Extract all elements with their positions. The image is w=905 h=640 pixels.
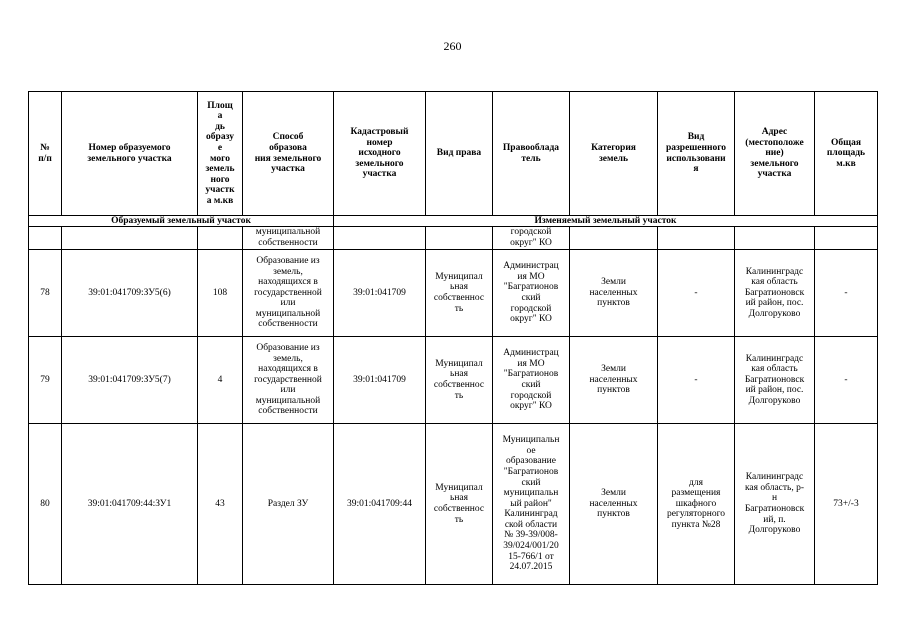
cell-total-area: 73+/-3 [815, 424, 878, 585]
cell-total-area: - [815, 337, 878, 424]
header-plot-number: Номер образуемого земельного участка [62, 92, 198, 216]
cell-method: Образование из земель, находящихся в государственной или муниципальной собственности [243, 250, 334, 337]
cell-num: 80 [29, 424, 62, 585]
header-right-type: Вид права [426, 92, 493, 216]
cell-area: 4 [198, 337, 243, 424]
cell-address: Калининградс кая область Багратионовск ий район, пос. Долгоруково [735, 337, 815, 424]
cell-category: Земли населенных пунктов [570, 337, 658, 424]
cell-use: для размещения шкафного регуляторного пункта №28 [658, 424, 735, 585]
table-row-continued [29, 227, 878, 250]
header-address: Адрес (местоположе ние) земельного участка [735, 92, 815, 216]
header-total-area: Общая площадь м.кв [815, 92, 878, 216]
header-method: Способ образова ния земельного участка [243, 92, 334, 216]
cell-method: муниципальной собственности [243, 227, 334, 250]
cell-use: - [658, 337, 735, 424]
cell-right-type: Муниципал ьная собственнос ть [426, 424, 493, 585]
section-formed: Образуемый земельный участок [29, 216, 334, 227]
cell-area: 43 [198, 424, 243, 585]
cell-owner: Администрац ия МО "Багратионов ский городской округ" КО [493, 337, 570, 424]
cell-right-type: Муниципал ьная собственнос ть [426, 250, 493, 337]
table-row [29, 337, 878, 424]
page-number: 260 [443, 39, 462, 53]
header-category: Категория земель [570, 92, 658, 216]
cell-owner: Муниципальн ое образование "Багратионов ский муниципальн ый район" Калининград ской области № 39-39/008- 39/024/001/20 15-766/1 от 24.07.2015 [493, 424, 570, 585]
cell-use: - [658, 250, 735, 337]
cell-category: Земли населенных пунктов [570, 250, 658, 337]
header-row [29, 92, 878, 216]
section-row [29, 216, 878, 227]
header-use: Вид разрешенного использовани я [658, 92, 735, 216]
header-area: Площ а дь образу е мого земель ного участк а м.кв [198, 92, 243, 216]
cell-method: Раздел ЗУ [243, 424, 334, 585]
header-owner: Правооблада тель [493, 92, 570, 216]
header-num: № п/п [29, 92, 62, 216]
cell-plot-number: 39:01:041709:ЗУ5(7) [62, 337, 198, 424]
section-changed: Изменяемый земельный участок [334, 216, 878, 227]
cell-address: Калининградс кая область Багратионовск ий район, пос. Долгоруково [735, 250, 815, 337]
cell-cadastral: 39:01:041709 [334, 250, 426, 337]
table-row [29, 424, 878, 585]
cell-right-type: Муниципал ьная собственнос ть [426, 337, 493, 424]
cell-method: Образование из земель, находящихся в государственной или муниципальной собственности [243, 337, 334, 424]
cell-plot-number: 39:01:041709:44:ЗУ1 [62, 424, 198, 585]
cell-plot-number: 39:01:041709:ЗУ5(6) [62, 250, 198, 337]
cell-owner: Администрац ия МО "Багратионов ский городской округ" КО [493, 250, 570, 337]
header-cadastral: Кадастровый номер исходного земельного участка [334, 92, 426, 216]
cell-owner: городской округ" КО [493, 227, 570, 250]
cell-category: Земли населенных пунктов [570, 424, 658, 585]
cell-area: 108 [198, 250, 243, 337]
cell-cadastral: 39:01:041709:44 [334, 424, 426, 585]
cell-address: Калининградс кая область, р- н Багратионовск ий, п. Долгоруково [735, 424, 815, 585]
cell-cadastral: 39:01:041709 [334, 337, 426, 424]
cell-total-area: - [815, 250, 878, 337]
land-plots-table [28, 91, 878, 585]
cell-num: 79 [29, 337, 62, 424]
table-row [29, 250, 878, 337]
cell-num: 78 [29, 250, 62, 337]
